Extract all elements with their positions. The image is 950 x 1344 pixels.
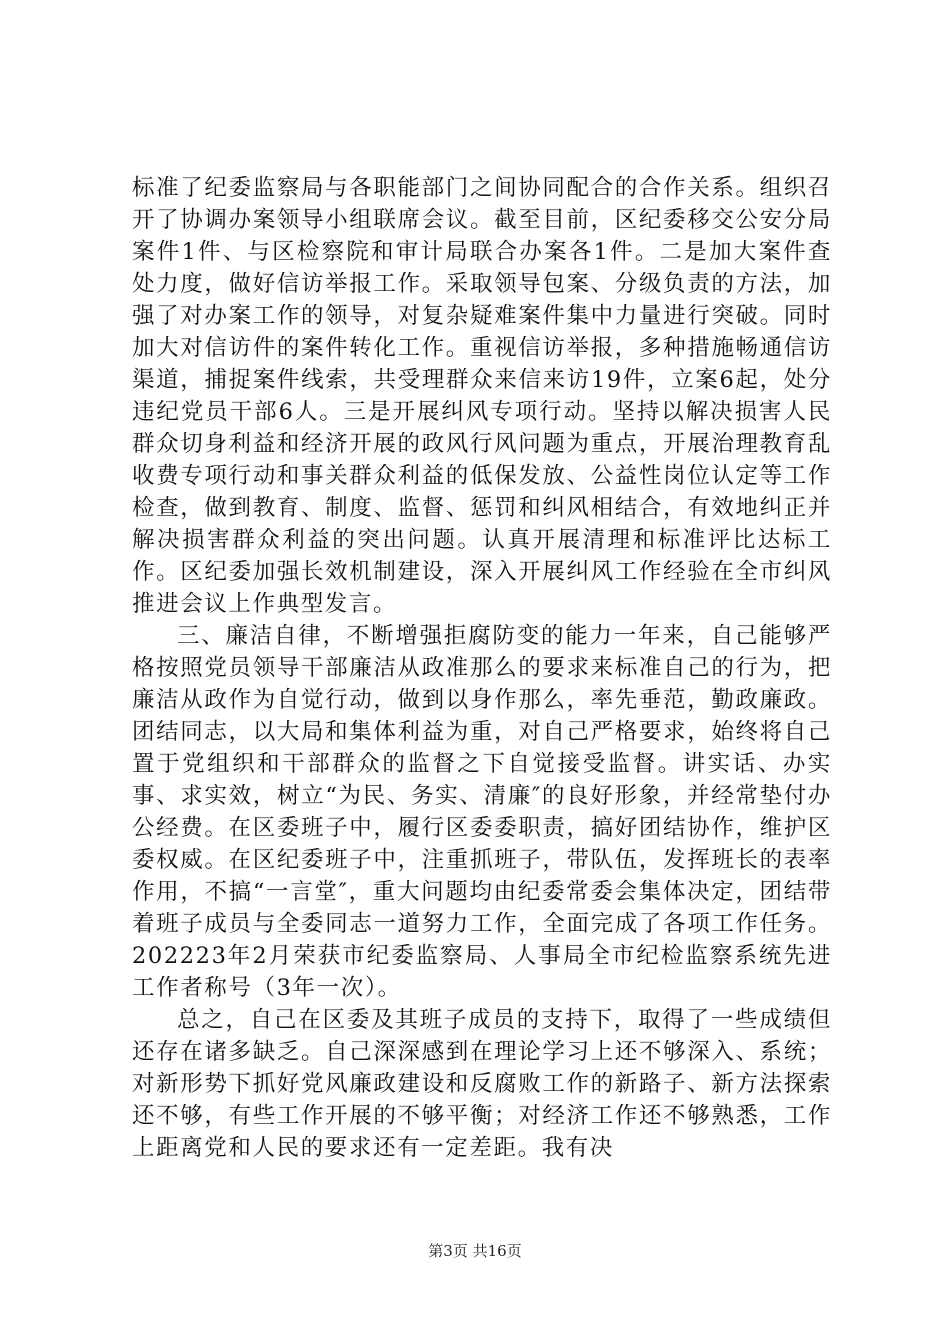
document-body <box>132 172 832 1164</box>
paragraph-continuation: 标准了纪委监察局与各职能部门之间协同配合的合作关系。组织召开了协调办案领导小组联席会议。截至目前，区纪委移交公安分局案件1件、与区检察院和审计局联合办案各1件。二是加大案件查处力度，做好信访举报工作。采取领导包案、分级负责的方法，加强了对办案工作的领导，对复杂疑难案件集中力量进行突破。同时加大对信访件的案件转化工作。重视信访举报，多种措施畅通信访渠道，捕捉案件线索，共受理群众来信来访19件，立案6起，处分违纪党员干部6人。三是开展纠风专项行动。坚持以解决损害人民群众切身利益和经济开展的政风行风问题为重点，开展治理教育乱收费专项行动和事关群众利益的低保发放、公益性岗位认定等工作检查，做到教育、制度、监督、惩罚和纠风相结合，有效地纠正并解决损害群众利益的突出问题。认真开展清理和标准评比达标工作。区纪委加强长效机制建设，深入开展纠风工作经验在全市纠风推进会议上作典型发言。 <box>132 175 832 617</box>
page-number-footer: 第3页 共16页 <box>428 1242 522 1260</box>
paragraph-integrity-self-discipline: 三、廉洁自律，不断增强拒腐防变的能力一年来，自己能够严格按照党员领导干部廉洁从政准那么的要求来标准自己的行为，把廉洁从政作为自觉行动，做到以身作那么，率先垂范，勤政廉政。团结同志，以大局和集体利益为重，对自己严格要求，始终将自己置于党组织和干部群众的监督之下自觉接受监督。讲实话、办实事、求实效，树立“为民、务实、清廉″的良好形象，并经常垫付办公经费。在区委班子中，履行区委委职责，搞好团结协作，维护区委权威。在区纪委班子中，注重抓班子，带队伍，发挥班长的表率作用，不搞“一言堂″，重大问题均由纪委常委会集体决定，团结带着班子成员与全委同志一道努力工作，全面完成了各项工作任务。202223年2月荣获市纪委监察局、人事局全市纪检监察系统先进工作者称号（3年一次）。 <box>132 623 832 1001</box>
paragraph-summary: 总之，自己在区委及其班子成员的支持下，取得了一些成绩但还存在诸多缺乏。自己深深感到在理论学习上还不够深入、系统；对新形势下抓好党风廉政建设和反腐败工作的新路子、新方法探索还不够，有些工作开展的不够平衡；对经济工作还不够熟悉，工作上距离党和人民的要求还有一定差距。我有决 <box>132 1007 832 1161</box>
